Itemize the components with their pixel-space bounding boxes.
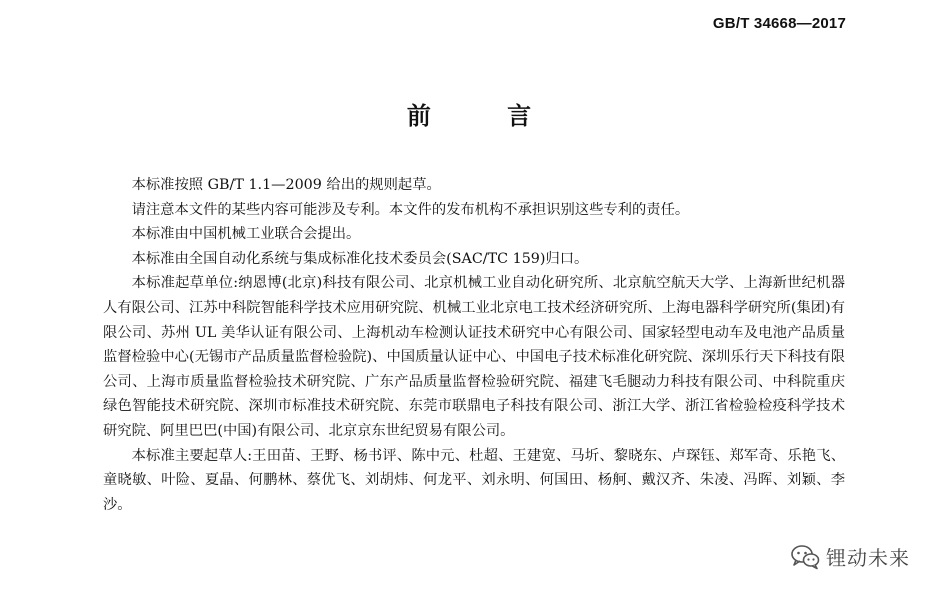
watermark-text: 锂动未来 <box>826 546 910 570</box>
paragraph-centralized-unit: 本标准由全国自动化系统与集成标准化技术委员会(SAC/TC 159)归口。 <box>131 250 589 267</box>
watermark <box>790 542 910 571</box>
document-body <box>103 173 845 517</box>
wechat-icon <box>790 544 820 570</box>
paragraph-proposer: 本标准由中国机械工业联合会提出。 <box>131 226 361 243</box>
page-title: 前 言 <box>406 102 566 130</box>
standard-code: GB/T 34668—2017 <box>712 15 846 32</box>
paragraph-main-drafters: 本标准主要起草人:王田苗、王野、杨书评、陈中元、杜超、王建宽、马圻、黎晓东、卢琛钰、郑军奇、乐艳飞、童晓敏、叶险、夏晶、何鹏林、蔡优飞、刘胡炜、何龙平、刘永明、何国田、杨舸、戴汉齐、朱凌、冯晖、刘颖、李沙。 <box>103 447 845 513</box>
paragraph-drafting-organizations: 本标准起草单位:纳恩博(北京)科技有限公司、北京机械工业自动化研究所、北京航空航天大学、上海新世纪机器人有限公司、江苏中科院智能科学技术应用研究院、机械工业北京电工技术经济研究所、上海电器科学研究所(集团)有限公司、苏州 UL 美华认证有限公司、上海机动车检测认证技术研究中心有限公司、国家轻型电动车及电池产品质量监督检验中心(无锡市产品质量监督检验院)、中国质量认证中心、中国电子技术标准化研究院、深圳乐行天下科技有限公司、上海市质量监督检验技术研究院、广东产品质量监督检验研究院、福建飞毛腿动力科技有限公司、中科院重庆绿色智能技术研究院、深圳市标准技术研究院、东莞市联鼎电子科技有限公司、浙江大学、浙江省检验检疫科学技术研究院、阿里巴巴(中国)有限公司、北京京东世纪贸易有限公司。 <box>103 275 845 439</box>
paragraph-patent-notice: 请注意本文件的某些内容可能涉及专利。本文件的发布机构不承担识别这些专利的责任。 <box>131 201 690 218</box>
paragraph-drafting-rules: 本标准按照 GB/T 1.1—2009 给出的规则起草。 <box>131 177 441 193</box>
